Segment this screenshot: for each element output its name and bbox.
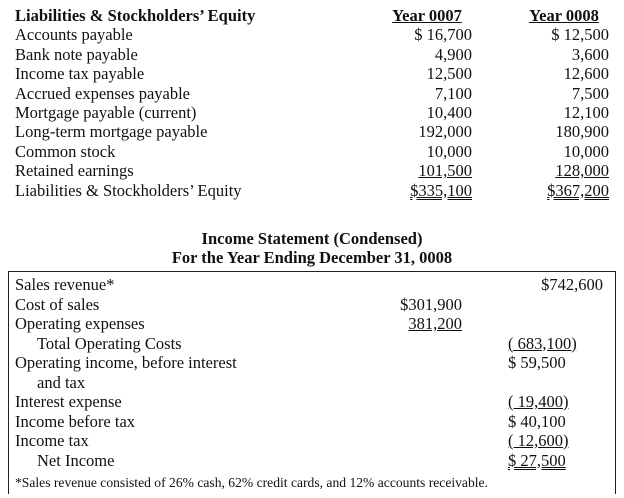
table-row [15,275,615,295]
total-row [15,181,615,200]
value-year-0008: 10,000 [563,141,609,161]
row-label: Sales revenue* [15,275,115,294]
row-label: Retained earnings [15,161,134,181]
row-label: Operating income, before interest [15,353,237,372]
table-row [15,373,615,393]
income-statement-title: Income Statement (Condensed) [201,229,423,248]
value-year-0007: 192,000 [418,122,472,142]
net-income-amount: $ 27,500 [508,450,566,470]
value-year-0007: 10,400 [426,102,472,122]
table-row [15,334,615,354]
row-label: Common stock [15,141,116,161]
table-row [15,84,615,103]
balance-sheet-header [15,6,615,25]
table-row [15,353,615,373]
table-row [15,431,615,451]
row-label: Income tax [15,431,89,450]
row-label: Total Operating Costs [37,333,182,353]
row-label: Liabilities & Stockholders’ Equity [15,180,242,200]
row-label: and tax [37,372,86,392]
value-year-0007: 4,900 [434,44,472,64]
total-year-0008: $367,200 [547,180,609,200]
row-label: Bank note payable [15,44,138,64]
sub-amount: 381,200 [408,314,462,333]
table-row [15,412,615,432]
row-label: Interest expense [15,392,122,411]
row-label: Mortgage payable (current) [15,102,197,122]
amount: ( 683,100) [508,333,577,353]
income-statement-section [15,275,615,470]
amount: $ 40,100 [508,411,566,431]
column-header-year-0007: Year 0007 [392,6,462,25]
row-label: Long-term mortgage payable [15,122,208,142]
income-statement-subtitle: For the Year Ending December 31, 0008 [171,248,453,267]
table-row [15,45,615,64]
amount: ( 19,400) [508,392,569,411]
value-year-0008: 3,600 [571,44,609,64]
value-year-0008: 12,600 [563,64,609,84]
table-row [15,64,615,83]
value-year-0008: $ 12,500 [551,25,609,45]
table-row [15,295,615,315]
table-row [15,314,615,334]
value-year-0008: 128,000 [555,161,609,181]
sub-amount: $301,900 [400,294,462,314]
value-year-0007: $ 16,700 [414,25,472,45]
value-year-0007: 10,000 [426,141,472,161]
value-year-0008: 12,100 [563,102,609,122]
row-label: Cost of sales [15,294,100,314]
table-row [15,103,615,122]
total-year-0007: $335,100 [410,180,472,200]
value-year-0008: 7,500 [571,83,609,103]
row-label: Net Income [37,450,115,470]
row-label: Income tax payable [15,64,145,84]
value-year-0007: 7,100 [434,83,472,103]
column-header-year-0008: Year 0008 [529,6,599,25]
table-row [15,25,615,44]
row-label: Operating expenses [15,314,145,333]
amount: $742,600 [541,275,603,294]
table-row [15,392,615,412]
value-year-0008: 180,900 [555,122,609,142]
total-row [15,451,615,471]
balance-sheet-title: Liabilities & Stockholders’ Equity [15,6,256,25]
row-label: Accrued expenses payable [15,83,190,103]
footnote: *Sales revenue consisted of 26% cash, 62% credit cards, and 12% accounts receivable. [15,475,488,490]
balance-sheet-section [15,6,615,200]
row-label: Income before tax [15,411,136,431]
value-year-0007: 12,500 [426,64,472,84]
value-year-0007: 101,500 [418,161,472,181]
row-label: Accounts payable [15,25,133,45]
amount: ( 12,600) [508,431,569,450]
amount: $ 59,500 [508,353,566,372]
table-row [15,142,615,161]
table-row [15,161,615,180]
table-row [15,122,615,141]
